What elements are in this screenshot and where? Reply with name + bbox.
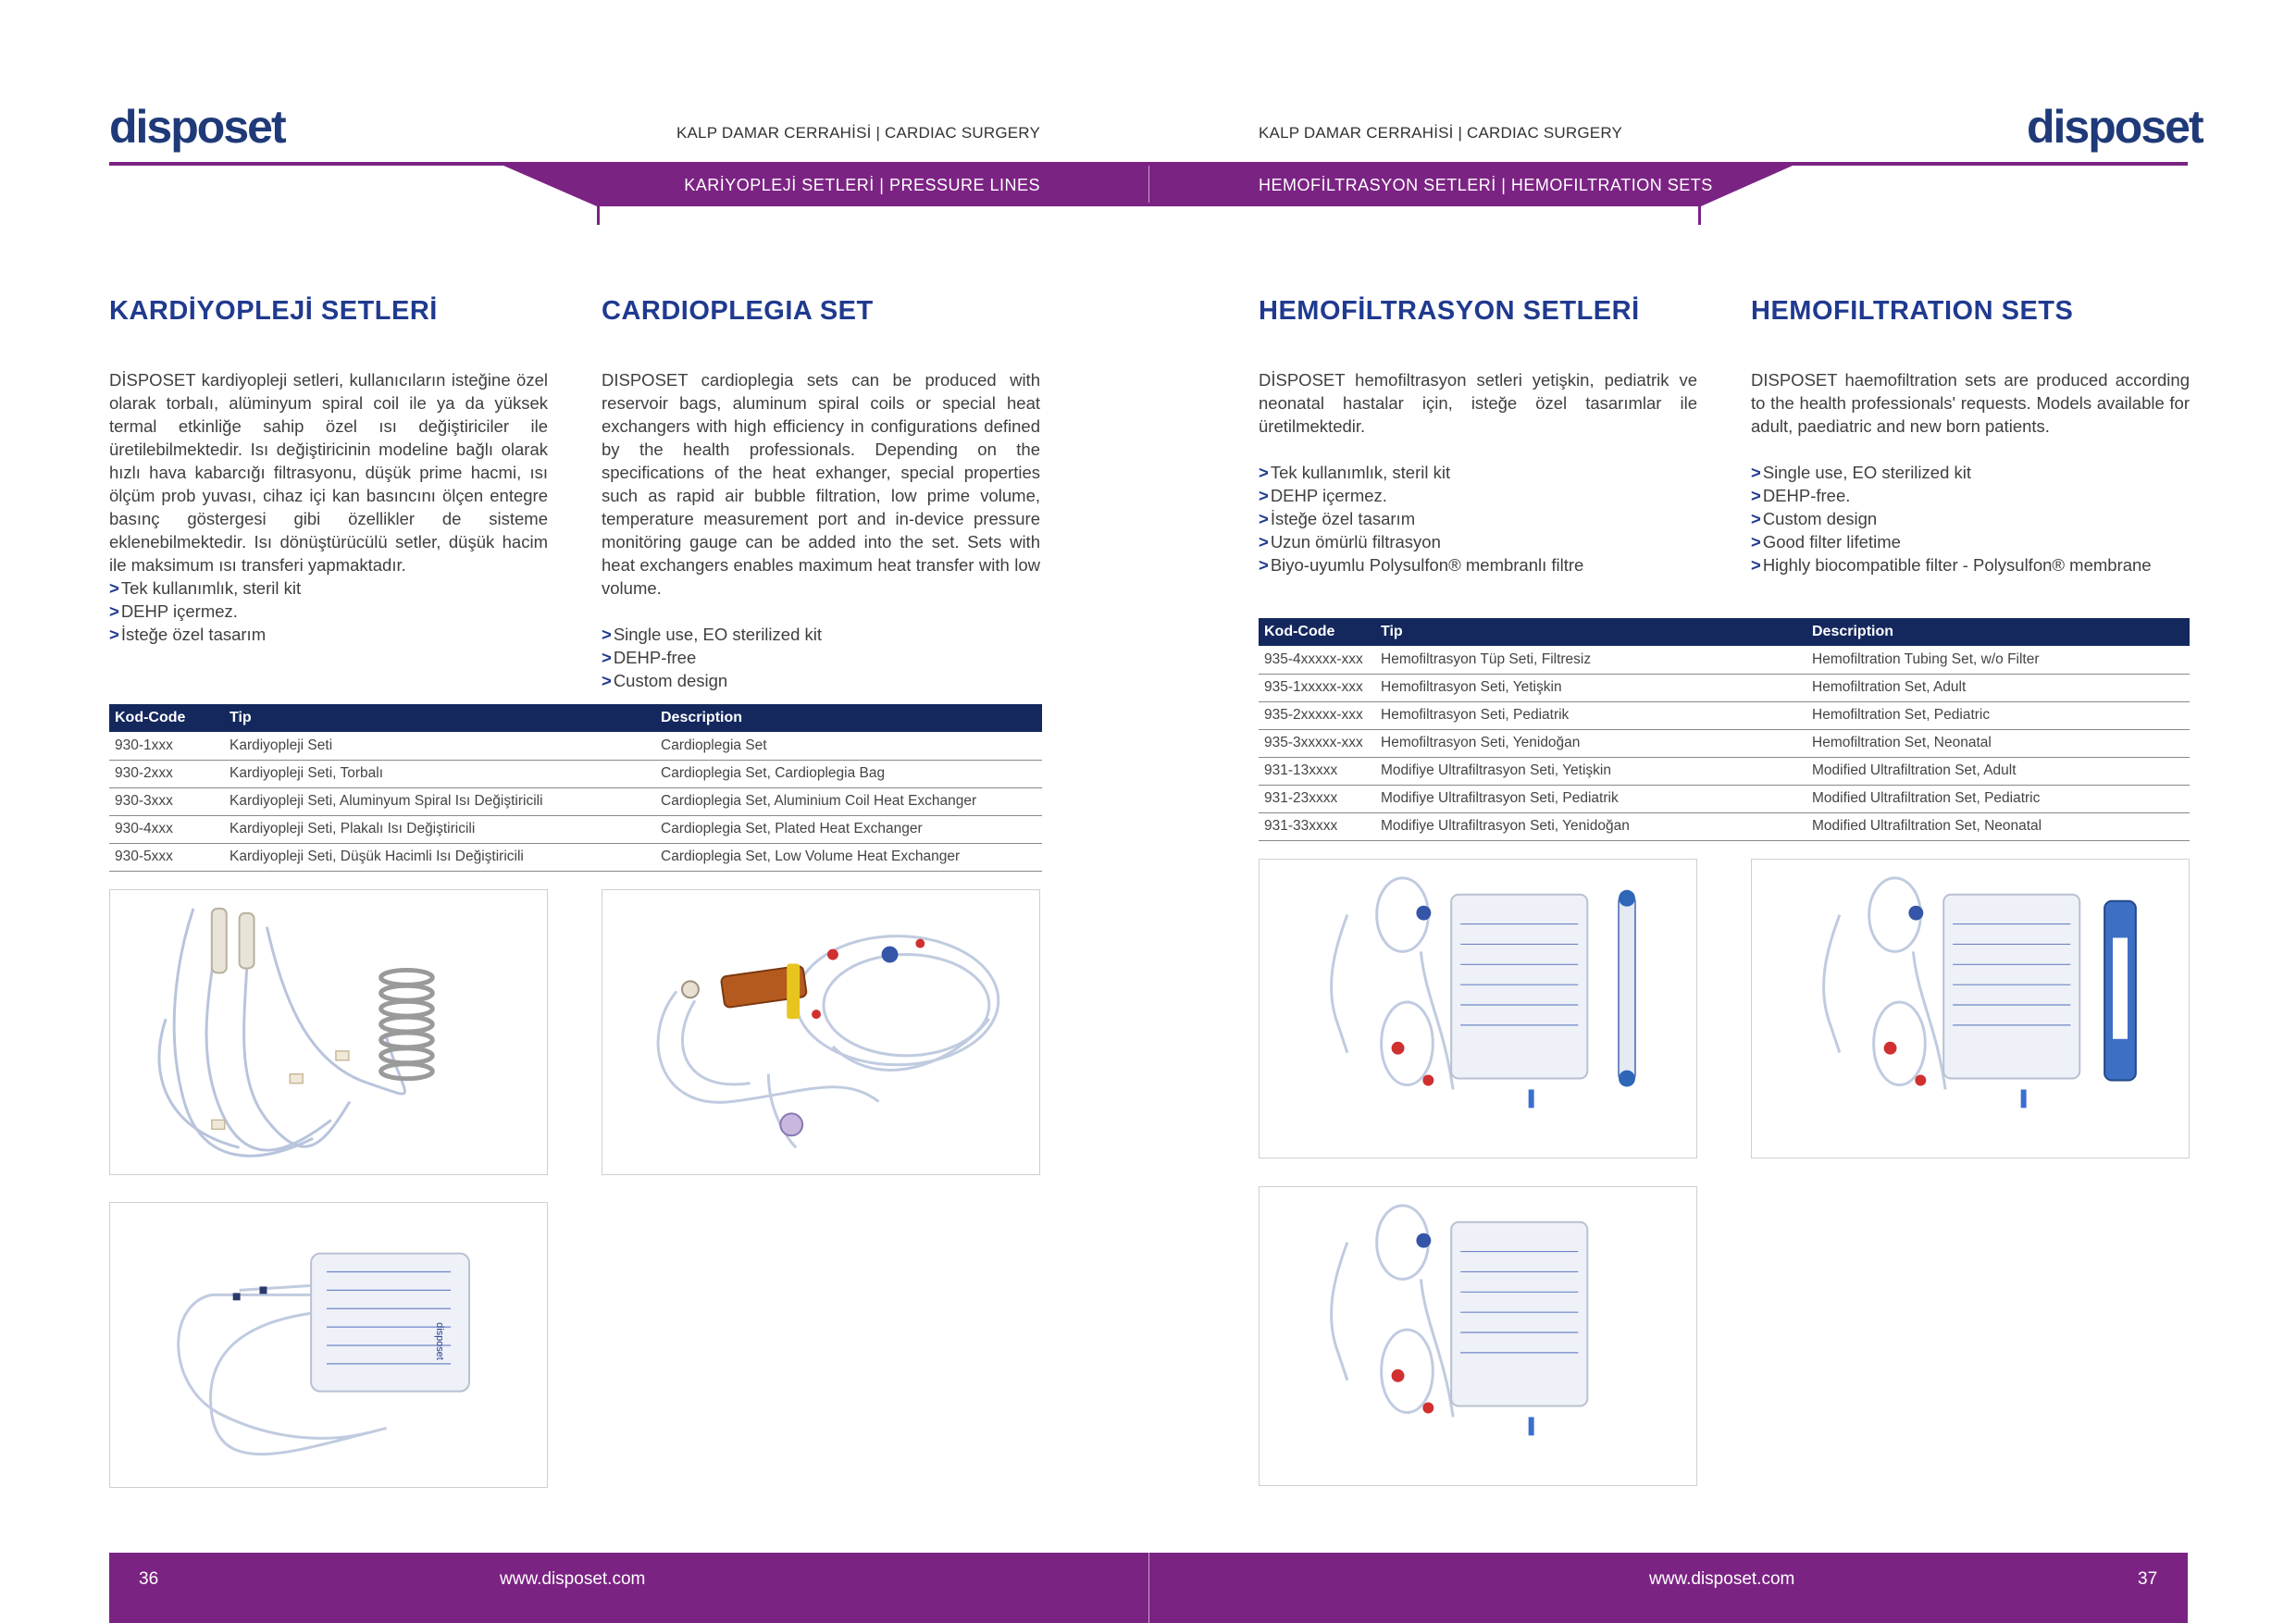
table-cell: 935-3xxxxx-xxx [1259, 729, 1375, 757]
hemofiltration-product-table [1259, 618, 2190, 841]
feature-item: > DEHP içermez. [1259, 484, 1697, 507]
table-row [109, 787, 1042, 815]
feature-list-tr-right [1259, 461, 1697, 576]
hemofiltration-set-small-filter-illustration [1260, 860, 1696, 1158]
table-row [1259, 674, 2190, 701]
table-cell: Cardioplegia Set, Plated Heat Exchanger [655, 815, 1042, 843]
bag-brand-label: disposet [434, 1322, 446, 1360]
spread-divider [1148, 1553, 1149, 1623]
description-en-right: DISPOSET haemofiltration sets are produced according to the health professionals' requests. Models available for adult, paediatric and new born patients. [1751, 370, 2190, 436]
table-cell: Cardioplegia Set, Aluminium Coil Heat Exchanger [655, 787, 1042, 815]
table-cell: Modifiye Ultrafiltrasyon Seti, Yenidoğan [1375, 812, 1806, 840]
table-row [109, 760, 1042, 787]
hemofiltration-tubing-set-photo [1259, 1186, 1697, 1486]
table-cell: Cardioplegia Set, Low Volume Heat Exchanger [655, 843, 1042, 871]
table-row [1259, 757, 2190, 785]
column-header: Description [1806, 618, 2190, 646]
table-cell: 930-4xxx [109, 815, 224, 843]
table-cell: 930-5xxx [109, 843, 224, 871]
table-cell: 931-13xxxx [1259, 757, 1375, 785]
table-cell: 935-1xxxxx-xxx [1259, 674, 1375, 701]
table-cell: Kardiyopleji Seti, Torbalı [224, 760, 655, 787]
table-cell: Modified Ultrafiltration Set, Pediatric [1806, 785, 2190, 812]
table-header-row [1259, 618, 2190, 646]
table-cell: Modified Ultrafiltration Set, Neonatal [1806, 812, 2190, 840]
table-cell: 931-33xxxx [1259, 812, 1375, 840]
cardioplegia-bag-set-illustration [110, 1203, 547, 1487]
table-row [1259, 785, 2190, 812]
feature-item: > DEHP içermez. [109, 600, 548, 623]
table-cell: Hemofiltrasyon Seti, Yetişkin [1375, 674, 1806, 701]
page-number-left: 36 [139, 1569, 159, 1589]
table-row [109, 815, 1042, 843]
brand-logo-left: disposet [109, 101, 285, 153]
section-title-tr-left: KARDİYOPLEJİ SETLERİ [109, 296, 438, 326]
table-cell: Hemofiltration Set, Pediatric [1806, 701, 2190, 729]
table-cell: Cardioplegia Set [655, 732, 1042, 760]
table-cell: Modified Ultrafiltration Set, Adult [1806, 757, 2190, 785]
cardioplegia-heat-exchanger-illustration [602, 890, 1039, 1174]
table-row [1259, 729, 2190, 757]
cardioplegia-coil-set-photo [109, 889, 548, 1175]
column-header: Kod-Code [109, 704, 224, 732]
table-cell: 931-23xxxx [1259, 785, 1375, 812]
table-row [109, 732, 1042, 760]
band-title-right: HEMOFİLTRASYON SETLERİ | HEMOFILTRATION SETS [1259, 176, 1713, 194]
header-band [0, 162, 2296, 227]
feature-item: > DEHP-free [602, 646, 1040, 669]
table-cell: 930-1xxx [109, 732, 224, 760]
feature-item: > DEHP-free. [1751, 484, 2190, 507]
feature-item: > İsteğe özel tasarım [109, 623, 548, 646]
hemofiltration-tubing-set-illustration [1260, 1187, 1696, 1485]
feature-item: > Custom design [602, 669, 1040, 692]
section-title-en-left: CARDIOPLEGIA SET [602, 296, 874, 326]
table-cell: Modifiye Ultrafiltrasyon Seti, Pediatrik [1375, 785, 1806, 812]
hemofiltration-set-small-filter-photo [1259, 859, 1697, 1158]
feature-list-en-left [602, 623, 1040, 692]
table-header-row [109, 704, 1042, 732]
table-row [1259, 812, 2190, 840]
table-cell: Modifiye Ultrafiltrasyon Seti, Yetişkin [1375, 757, 1806, 785]
header-category-left: KALP DAMAR CERRAHİSİ | CARDIAC SURGERY [676, 124, 1040, 142]
description-tr-right: DİSPOSET hemofiltrasyon setleri yetişkin, pediatrik ve neonatal hastalar için, isteğe özel tasarımlar ile üretilmektedir. [1259, 370, 1697, 436]
table-cell: Kardiyopleji Seti, Plakalı Isı Değiştiricili [224, 815, 655, 843]
website-link-left[interactable]: www.disposet.com [500, 1569, 646, 1589]
table-cell: Kardiyopleji Seti [224, 732, 655, 760]
hemofiltration-set-large-filter-photo [1751, 859, 2190, 1158]
table-cell: Hemofiltration Set, Neonatal [1806, 729, 2190, 757]
table-cell: 930-3xxx [109, 787, 224, 815]
cardioplegia-bag-set-photo [109, 1202, 548, 1488]
table-row [109, 843, 1042, 871]
band-title-left: KARİYOPLEJİ SETLERİ | PRESSURE LINES [684, 176, 1040, 194]
feature-item: > Tek kullanımlık, steril kit [109, 576, 548, 600]
section-title-tr-right: HEMOFİLTRASYON SETLERİ [1259, 296, 1640, 326]
table-cell: 930-2xxx [109, 760, 224, 787]
table-cell: Hemofiltrasyon Tüp Seti, Filtresiz [1375, 646, 1806, 674]
table-row [1259, 701, 2190, 729]
feature-item: > Single use, EO sterilized kit [602, 623, 1040, 646]
table-row [1259, 646, 2190, 674]
header-category-right: KALP DAMAR CERRAHİSİ | CARDIAC SURGERY [1259, 124, 1623, 142]
column-header: Description [655, 704, 1042, 732]
feature-item: > Single use, EO sterilized kit [1751, 461, 2190, 484]
cardioplegia-heat-exchanger-set-photo [602, 889, 1040, 1175]
hemofiltration-set-large-filter-illustration [1752, 860, 2189, 1158]
column-header: Kod-Code [1259, 618, 1375, 646]
table-cell: Hemofiltrasyon Seti, Pediatrik [1375, 701, 1806, 729]
brand-logo-right: disposet [2027, 101, 2203, 153]
feature-item: > Custom design [1751, 507, 2190, 530]
feature-item: > Good filter lifetime [1751, 530, 2190, 553]
table-cell: Kardiyopleji Seti, Aluminyum Spiral Isı Değiştiricili [224, 787, 655, 815]
column-header: Tip [1375, 618, 1806, 646]
description-tr-left: DİSPOSET kardiyopleji setleri, kullanıcıların isteğine özel olarak torbalı, alüminyum spiral coil ile ya da yüksek termal etkinliğe sahip özel ısı değiştiriciler ile üretilebilmektedir. Isı değiştiricinin modeline bağlı olarak hızlı hava kabarcığı filtrasyonu, düşük prime hacmi, ısı ölçüm prob yuvası, cihaz içi kan basıncını ölçen entegre basınç göstergesi gibi özellikler de sisteme eklenebilmektedir. Isı dönüştürücülü setler, düşük hacim ile maksimum ısı transferi yapmaktadır. [109, 370, 548, 575]
cardioplegia-product-table [109, 704, 1042, 872]
feature-item: > İsteğe özel tasarım [1259, 507, 1697, 530]
table-cell: Cardioplegia Set, Cardioplegia Bag [655, 760, 1042, 787]
table-cell: Hemofiltration Set, Adult [1806, 674, 2190, 701]
feature-item: > Highly biocompatible filter - Polysulfon® membrane [1751, 553, 2190, 576]
description-en-left: DISPOSET cardioplegia sets can be produced with reservoir bags, aluminum spiral coils or special heat exchangers with high efficiency in configurations defined by the health professionals. Depending on the specifications of the heat exhanger, special properties such as rapid air bubble filtration, low prime volume, temperature measurement port and in-device pressure monitöring gauge can be added into the set. Sets with heat exchangers enables maximum heat transfer with low volume. [602, 370, 1040, 598]
table-cell: 935-4xxxxx-xxx [1259, 646, 1375, 674]
feature-item: > Uzun ömürlü filtrasyon [1259, 530, 1697, 553]
table-cell: Hemofiltrasyon Seti, Yenidoğan [1375, 729, 1806, 757]
column-header: Tip [224, 704, 655, 732]
page-number-right: 37 [2138, 1569, 2158, 1589]
section-title-en-right: HEMOFILTRATION SETS [1751, 296, 2074, 326]
table-cell: Kardiyopleji Seti, Düşük Hacimli Isı Değiştiricili [224, 843, 655, 871]
table-cell: Hemofiltration Tubing Set, w/o Filter [1806, 646, 2190, 674]
feature-item: > Tek kullanımlık, steril kit [1259, 461, 1697, 484]
feature-list-tr-left [109, 576, 548, 646]
cardioplegia-coil-set-illustration [110, 890, 547, 1174]
feature-list-en-right [1751, 461, 2190, 576]
feature-item: > Biyo-uyumlu Polysulfon® membranlı filtre [1259, 553, 1697, 576]
website-link-right[interactable]: www.disposet.com [1649, 1569, 1795, 1589]
table-cell: 935-2xxxxx-xxx [1259, 701, 1375, 729]
